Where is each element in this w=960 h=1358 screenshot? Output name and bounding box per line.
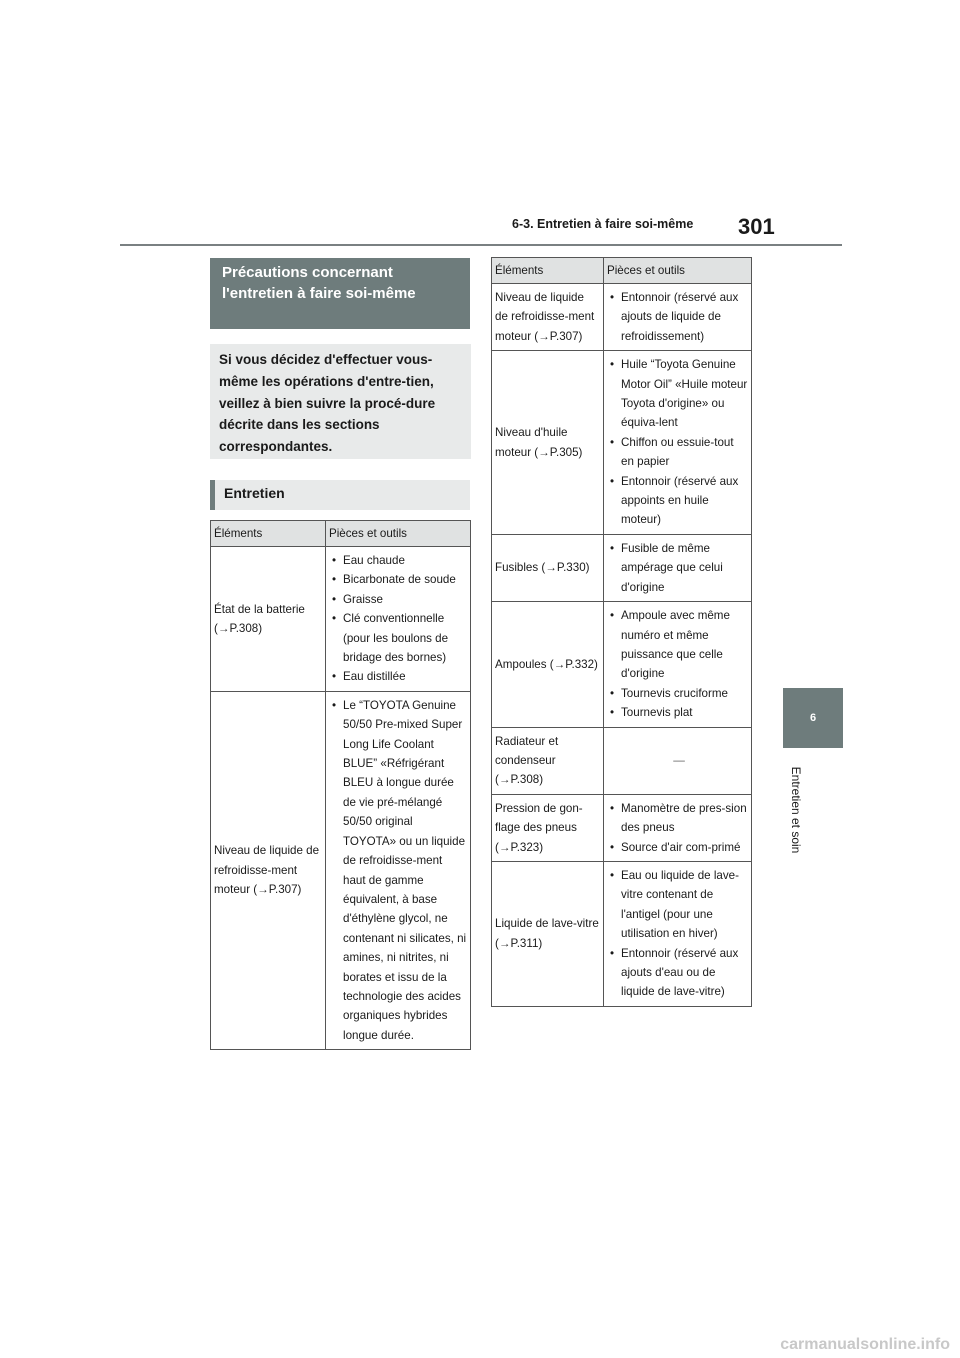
tool-item: • Le “TOYOTA Genuine 50/50 Pre-mixed Super Long Life Coolant BLUE” «Réfrigérant BLEU à longue durée de vie pré-mélangé 50/50 original TOYOTA» ou un liquide de refroidisse-ment haut de gamme équivalent, à base d'éthylène glycol, ne contenant ni silicates, ni amines, ni nitrites, ni borates et issu de la technologie des acides organiques hybrides longue durée.: [332, 696, 467, 1045]
table-row: [492, 794, 752, 861]
tools-list: [610, 355, 748, 530]
table-row: [492, 534, 752, 601]
maintenance-table-left: [210, 520, 471, 1050]
item-cell: Niveau d'huile moteur (→P.305): [492, 351, 604, 535]
table-row: [492, 602, 752, 727]
chapter-label: [760, 760, 832, 860]
maintenance-table-right: [491, 257, 752, 1007]
table-row: [492, 727, 752, 794]
table-row: [492, 351, 752, 535]
table-row: [492, 861, 752, 1006]
tool-item: • Source d'air com-primé: [610, 838, 748, 857]
tools-cell: [604, 794, 752, 861]
tool-item: • Eau ou liquide de lave-vitre contenant de l'antigel (pour une utilisation en hiver): [610, 866, 748, 944]
tools-cell: [604, 351, 752, 535]
precautions-text: Si vous décidez d'effectuer vous-même les opérations d'entre-tien, veillez à bien suivre la procé-dure décrite dans les sections correspondantes.: [219, 352, 436, 455]
precautions-heading: [210, 258, 470, 329]
item-cell: Niveau de liquide de refroidisse-ment moteur (→P.307): [492, 284, 604, 351]
tool-item: • Entonnoir (réservé aux ajouts d'eau ou de liquide de lave-vitre): [610, 944, 748, 1002]
chapter-title: Entretien et soin: [789, 766, 803, 854]
item-cell: Radiateur et condenseur (→P.308): [492, 727, 604, 794]
tool-item: • Huile “Toyota Genuine Motor Oil” «Huile moteur Toyota d'origine» ou équiva-lent: [610, 355, 748, 433]
tools-cell: [326, 691, 471, 1049]
tools-cell: [604, 602, 752, 727]
tools-cell: [604, 284, 752, 351]
tools-cell: [326, 547, 471, 692]
tool-item: • Ampoule avec même numéro et même puissance que celle d'origine: [610, 606, 748, 684]
item-cell: État de la batterie (→P.308): [211, 547, 326, 692]
watermark: carmanualsonline.info: [780, 1336, 950, 1353]
precautions-title: Précautions concernant l'entretien à faire soi-même: [222, 264, 416, 302]
chapter-number: 6: [809, 712, 817, 724]
tools-list: [610, 606, 748, 722]
entretien-title: Entretien: [224, 485, 285, 501]
tool-item: • Graisse: [332, 590, 467, 609]
tools-cell: —: [604, 727, 752, 794]
header-divider: [120, 244, 842, 246]
tool-item: • Eau chaude: [332, 551, 467, 570]
col-header-elements: Éléments: [492, 258, 604, 284]
precautions-box: [210, 344, 471, 459]
tool-item: • Bicarbonate de soude: [332, 570, 467, 589]
page-number: 301: [738, 214, 775, 239]
chapter-tab[interactable]: [783, 688, 843, 748]
tool-item: • Eau distillée: [332, 667, 467, 686]
tool-item: • Chiffon ou essuie-tout en papier: [610, 433, 748, 472]
tools-list: [332, 551, 467, 687]
tools-list: [610, 866, 748, 1002]
table-row: [211, 691, 471, 1049]
col-header-tools: Pièces et outils: [604, 258, 752, 284]
item-cell: Ampoules (→P.332): [492, 602, 604, 727]
item-cell: Liquide de lave-vitre (→P.311): [492, 861, 604, 1006]
tool-item: • Manomètre de pres-sion des pneus: [610, 799, 748, 838]
section-title: 6-3. Entretien à faire soi-même: [512, 217, 694, 231]
col-header-tools: Pièces et outils: [326, 521, 471, 547]
tools-cell: [604, 534, 752, 601]
tools-cell: [604, 861, 752, 1006]
item-cell: Pression de gon-flage des pneus (→P.323): [492, 794, 604, 861]
item-cell: Niveau de liquide de refroidisse-ment moteur (→P.307): [211, 691, 326, 1049]
tool-item: • Clé conventionnelle (pour les boulons de bridage des bornes): [332, 609, 467, 667]
tools-list: [332, 696, 467, 1045]
tool-item: • Entonnoir (réservé aux appoints en huile moteur): [610, 472, 748, 530]
tool-item: • Entonnoir (réservé aux ajouts de liquide de refroidissement): [610, 288, 748, 346]
tool-item: • Tournevis plat: [610, 703, 748, 722]
col-header-elements: Éléments: [211, 521, 326, 547]
entretien-heading: [210, 480, 470, 510]
tool-item: • Tournevis cruciforme: [610, 684, 748, 703]
tools-list: [610, 799, 748, 857]
tools-list: [610, 539, 748, 597]
table-row: [211, 547, 471, 692]
table-row: [492, 284, 752, 351]
tools-list: [610, 288, 748, 346]
item-cell: Fusibles (→P.330): [492, 534, 604, 601]
tool-item: • Fusible de même ampérage que celui d'origine: [610, 539, 748, 597]
